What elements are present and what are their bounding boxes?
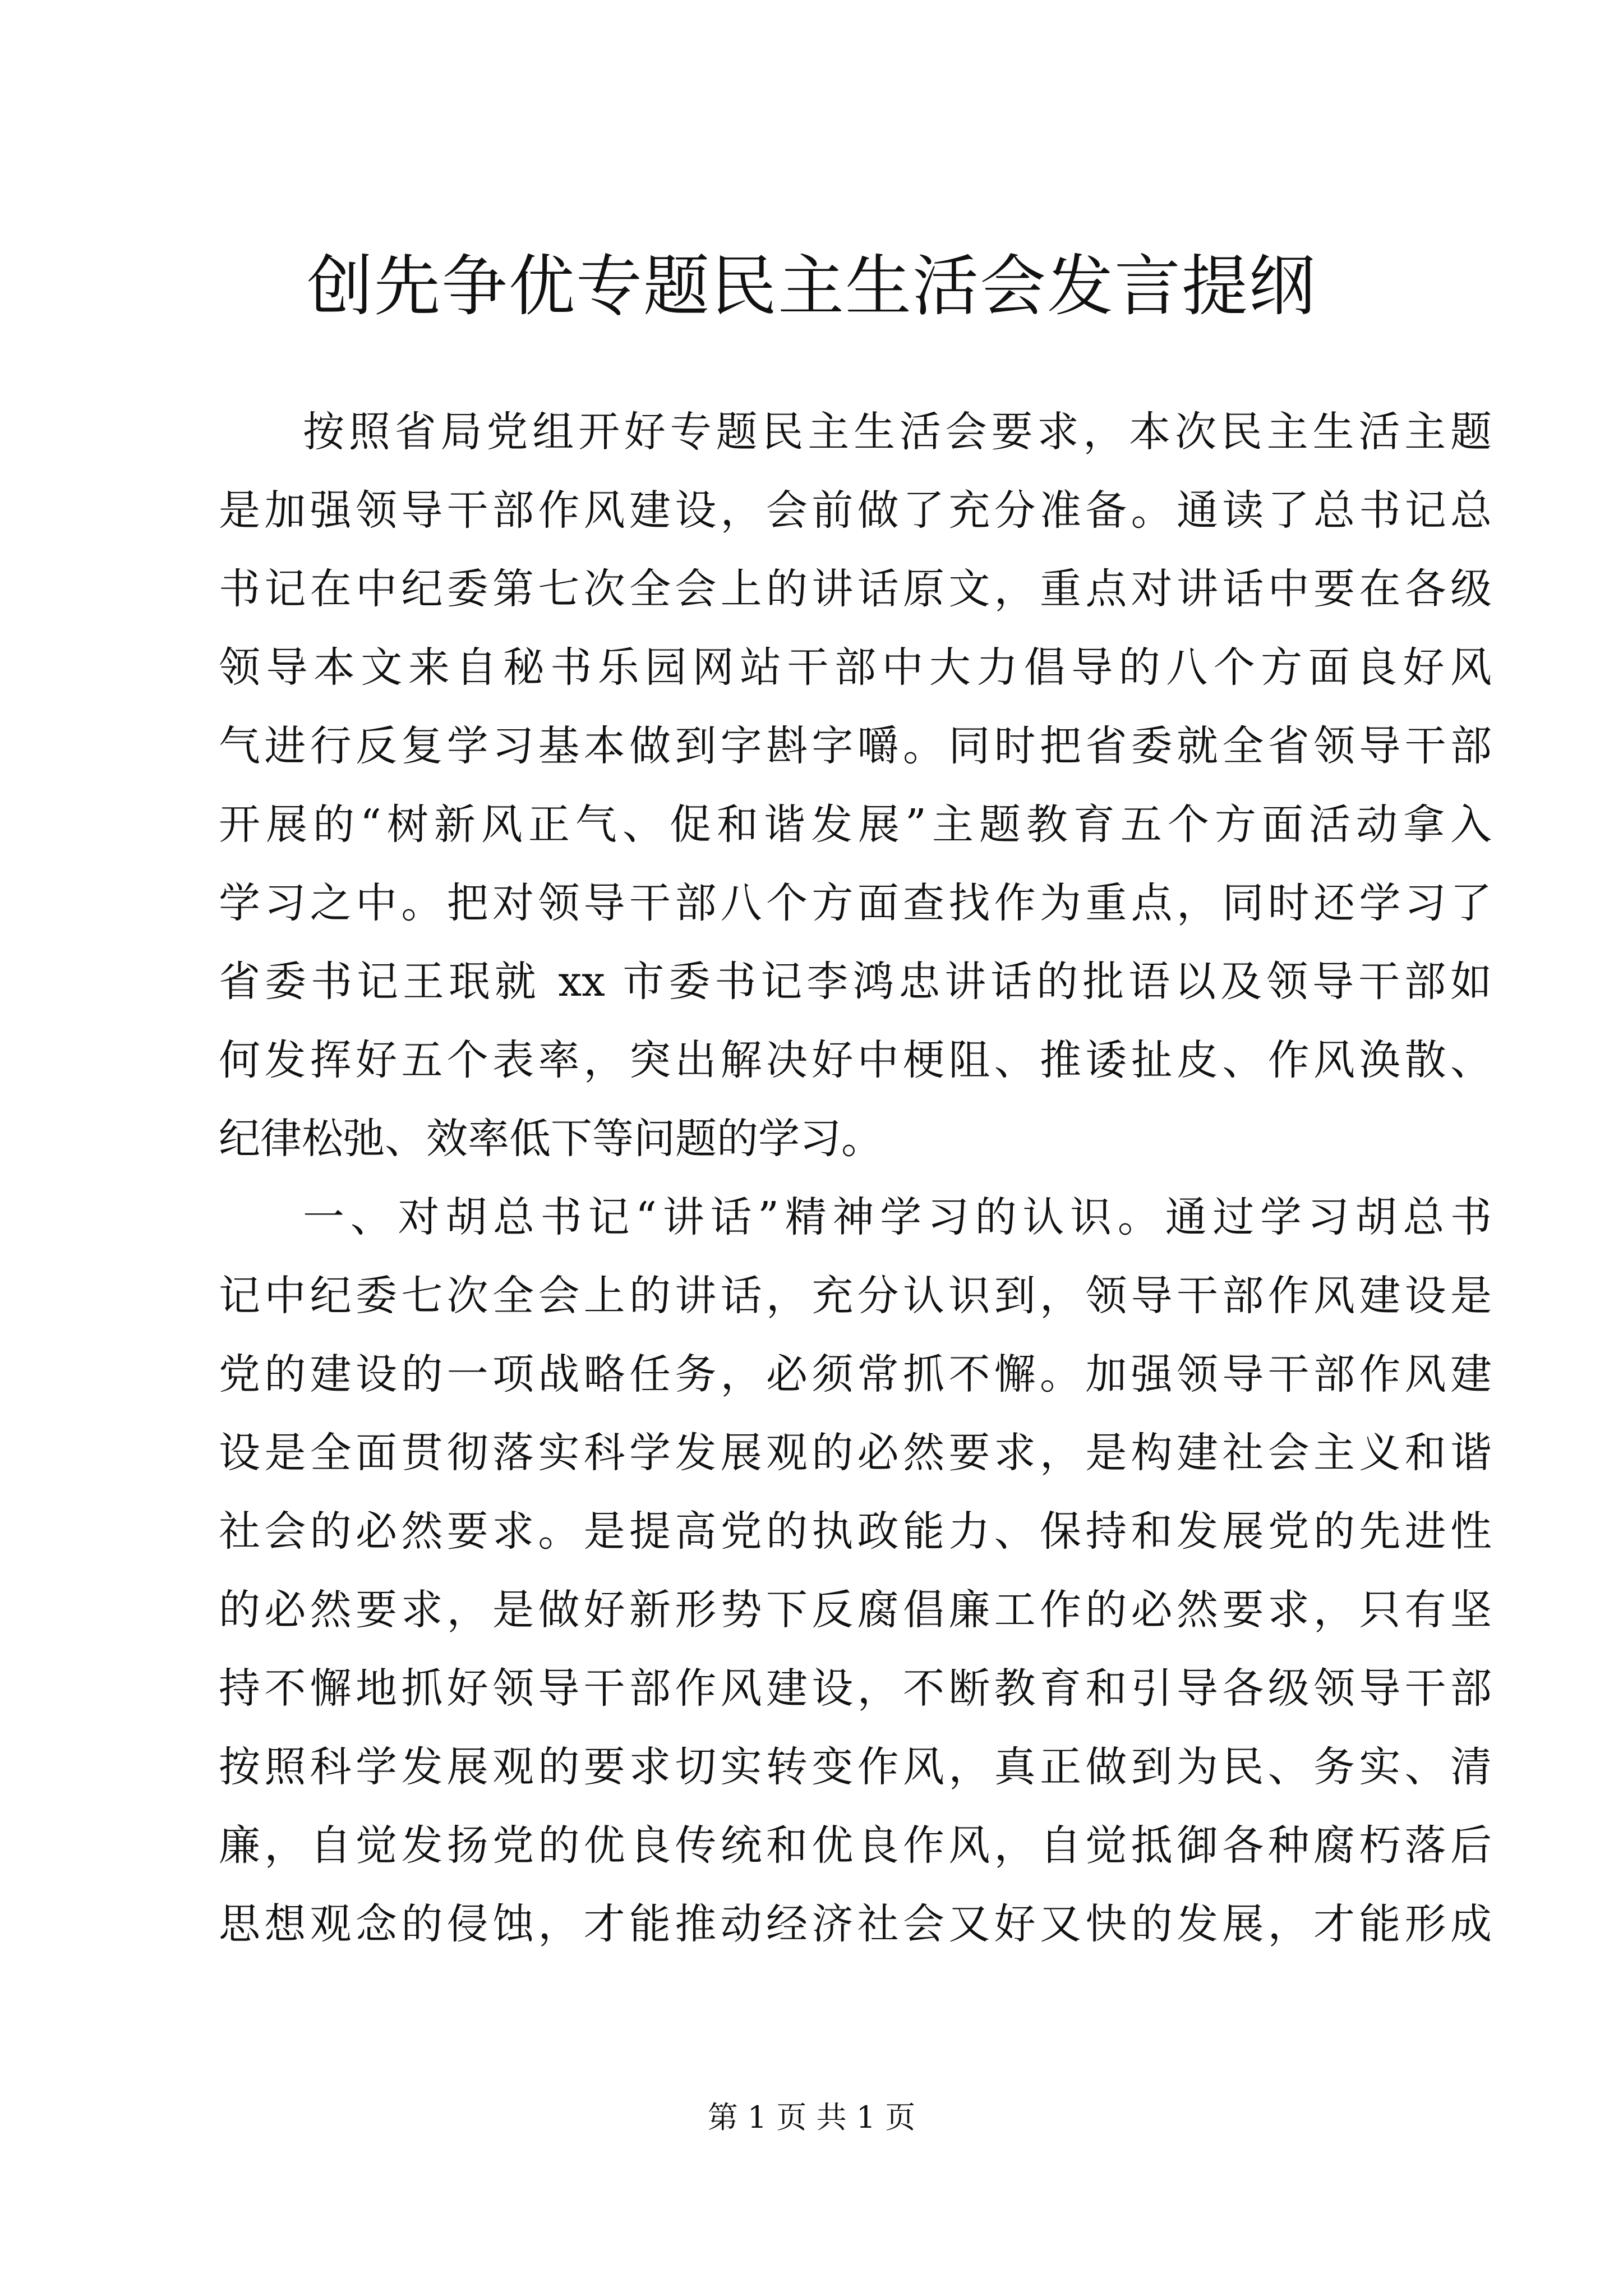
body-line: 是加强领导干部作风建设，会前做了充分准备。通读了总书记总 xyxy=(219,486,1492,535)
body-line: 何发挥好五个表率，突出解决好中梗阻、推诿扯皮、作风涣散、 xyxy=(219,1036,1492,1084)
body-line: 设是全面贯彻落实科学发展观的必然要求，是构建社会主义和谐 xyxy=(219,1429,1492,1477)
body-line: 一、对胡总书记“讲话”精神学习的认识。通过学习胡总书 xyxy=(303,1193,1492,1241)
page-footer: 第 1 页 共 1 页 xyxy=(707,2100,916,2135)
body-line: 领导本文来自秘书乐园网站干部中大力倡导的八个方面良好风 xyxy=(219,643,1492,692)
body-line: 记中纪委七次全会上的讲话，充分认识到，领导干部作风建设是 xyxy=(219,1272,1492,1320)
body-line: 持不懈地抓好领导干部作风建设，不断教育和引导各级领导干部 xyxy=(219,1664,1492,1713)
body-line: 省委书记王珉就 xx 市委书记李鸿忠讲话的批语以及领导干部如 xyxy=(219,958,1492,1006)
body-line: 社会的必然要求。是提高党的执政能力、保持和发展党的先进性 xyxy=(219,1507,1492,1556)
body-line: 廉，自觉发扬党的优良传统和优良作风，自觉抵御各种腐朽落后 xyxy=(219,1821,1492,1870)
body-line: 按照科学发展观的要求切实转变作风，真正做到为民、务实、清 xyxy=(219,1743,1492,1791)
body-line: 书记在中纪委第七次全会上的讲话原文，重点对讲话中要在各级 xyxy=(219,565,1492,613)
body-line: 按照省局党组开好专题民主生活会要求，本次民主生活主题 xyxy=(303,408,1492,456)
body-line: 的必然要求，是做好新形势下反腐倡廉工作的必然要求，只有坚 xyxy=(219,1586,1492,1634)
document-title: 创先争优专题民主生活会发言提纲 xyxy=(306,247,1316,325)
body-line: 开展的“树新风正气、促和谐发展”主题教育五个方面活动拿入 xyxy=(219,800,1492,849)
body-line: 气进行反复学习基本做到字斟字嚼。同时把省委就全省领导干部 xyxy=(219,722,1492,770)
body-line: 纪律松弛、效率低下等问题的学习。 xyxy=(219,1115,883,1163)
body-line: 思想观念的侵蚀，才能推动经济社会又好又快的发展，才能形成 xyxy=(219,1900,1492,1948)
body-line: 党的建设的一项战略任务，必须常抓不懈。加强领导干部作风建 xyxy=(219,1350,1492,1398)
body-line: 学习之中。把对领导干部八个方面查找作为重点，同时还学习了 xyxy=(219,879,1492,927)
